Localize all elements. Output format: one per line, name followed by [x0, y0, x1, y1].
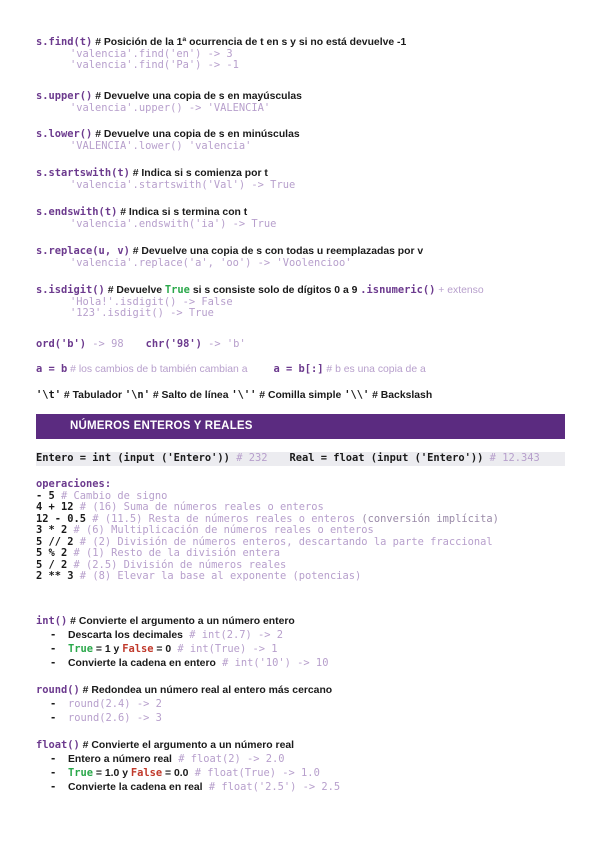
- replace-desc: # Devuelve una copia de s con todas u reemplazadas por v: [129, 246, 424, 257]
- find-example-1: 'valencia'.find('en') -> 3: [70, 47, 233, 60]
- section-title: NÚMEROS ENTEROS Y REALES: [70, 420, 253, 432]
- endswith-code: s.endswith(t): [36, 206, 118, 218]
- upper-desc: # Devuelve una copia de s en mayúsculas: [92, 91, 302, 102]
- bullet-text: = 1.0 y: [93, 767, 131, 779]
- op-code: 2 ** 3: [36, 570, 74, 582]
- round-fn-code: round(): [36, 684, 80, 696]
- op-code: 3 * 2: [36, 524, 68, 536]
- assign-code-1: a = b: [36, 363, 68, 375]
- endswith-desc: # Indica si s termina con t: [117, 207, 248, 218]
- endswith-section: [36, 207, 276, 230]
- assign-comment-2: # b es una copia de a: [323, 364, 426, 375]
- lower-desc: # Devuelve una copia de s en minúsculas: [92, 129, 300, 140]
- op-comment: # (1) Resto de la división entera: [67, 547, 280, 559]
- int-fn-desc: # Convierte el argumento a un número entero: [67, 616, 295, 627]
- upper-section: [36, 91, 302, 114]
- float-input-comment: # 12.343: [483, 452, 540, 464]
- op-comment: # Cambio de signo: [54, 489, 168, 502]
- bullet-comment: # float(2) -> 2.0: [171, 752, 285, 765]
- float-fn-code: float(): [36, 739, 80, 751]
- replace-section: [36, 246, 423, 269]
- startswith-section: [36, 168, 295, 191]
- isdigit-true-word: True: [164, 284, 190, 296]
- false-word: False: [130, 766, 163, 779]
- op-code: 5 // 2: [36, 535, 74, 548]
- upper-example: 'valencia'.upper() -> 'VALENCIA': [70, 101, 271, 114]
- ord-code: ord('b'): [36, 338, 87, 350]
- int-input-code: Entero = int (input ('Entero')): [36, 452, 230, 464]
- op-row: [36, 571, 499, 583]
- op-extra: (conversión implícita): [361, 512, 499, 525]
- false-word: False: [122, 642, 154, 655]
- assign-comment-1: # los cambios de b también cambian a: [67, 364, 248, 375]
- bullet-comment: # int(2.7) -> 2: [182, 628, 284, 641]
- tab-desc: # Tabulador: [61, 390, 125, 401]
- ord-chr-line: [36, 339, 246, 351]
- round-bullet-2: [50, 711, 332, 725]
- op-comment: # (6) Multiplicación de números reales o enteros: [67, 524, 374, 536]
- entry-line: [36, 453, 540, 465]
- isdigit-section: [36, 285, 484, 320]
- round-fn-desc: # Redondea un número real al entero más cercano: [79, 685, 333, 696]
- bullet-text: = 0: [153, 643, 172, 655]
- op-comment: # (2.5) División de números reales: [67, 558, 287, 571]
- isnumeric-code: .isnumeric(): [360, 284, 436, 296]
- float-fn-section: [36, 740, 340, 794]
- chr-code: chr('98'): [145, 338, 202, 350]
- int-fn-section: [36, 616, 328, 670]
- tab-code: '\t': [36, 389, 62, 401]
- startswith-example: 'valencia'.startswith('Val') -> True: [70, 178, 296, 191]
- bullet-comment: round(2.6) -> 3: [68, 711, 162, 724]
- escapes-line: [36, 390, 432, 402]
- newline-code: '\n': [124, 389, 150, 401]
- assign-code-2: a = b[:]: [273, 363, 324, 375]
- find-code: s.find(t): [36, 36, 93, 48]
- newline-desc: # Salto de línea: [149, 390, 232, 401]
- isdigit-desc-a: # Devuelve: [104, 285, 165, 296]
- bullet-comment: # float('2.5') -> 2.5: [202, 780, 341, 793]
- op-comment: # (11.5) Resta de números reales o enteros: [86, 512, 362, 525]
- lower-code: s.lower(): [36, 128, 93, 140]
- bullet-comment: # int('10') -> 10: [215, 656, 329, 669]
- startswith-desc: # Indica si s comienza por t: [129, 168, 268, 179]
- lower-example: 'VALENCIA'.lower() 'valencia': [70, 139, 252, 152]
- int-fn-code: int(): [36, 615, 68, 627]
- int-bullet-2: [50, 642, 328, 656]
- replace-example: 'valencia'.replace('a', 'oo') -> 'Voolencioo': [70, 256, 352, 269]
- float-bullet-2: [50, 766, 340, 780]
- op-comment: # (8) Elevar la base al exponente (potencias): [73, 570, 362, 582]
- op-code: 5 % 2: [36, 547, 68, 559]
- bullet-text: = 1 y: [93, 643, 123, 655]
- endswith-example: 'valencia'.endswith('ia') -> True: [70, 217, 277, 230]
- round-fn-section: [36, 685, 332, 725]
- isdigit-example-2: '123'.isdigit() -> True: [70, 307, 214, 319]
- bullet-text: Descarta los decimales: [68, 629, 183, 641]
- isdigit-example-1: 'Hola!'.isdigit() -> False: [70, 295, 233, 308]
- float-input-code: Real = float (input ('Entero')): [289, 452, 484, 464]
- ord-comment: -> 98: [86, 338, 124, 350]
- bullet-comment: # float(True) -> 1.0: [188, 766, 320, 779]
- bullet-text: Convierte la cadena en entero: [68, 657, 216, 669]
- int-bullet-1: [50, 628, 328, 642]
- op-code: 4 + 12: [36, 501, 74, 513]
- find-desc: # Posición de la 1ª ocurrencia de t en s y si no está devuelve -1: [92, 37, 407, 48]
- isdigit-code: s.isdigit(): [36, 284, 105, 296]
- quote-code: '\'': [231, 389, 257, 401]
- bullet-text: Convierte la cadena en real: [68, 781, 203, 793]
- bullet-text: Entero a número real: [68, 753, 172, 765]
- section-banner: [36, 414, 565, 439]
- float-bullet-1: [50, 752, 340, 766]
- chr-comment: -> 'b': [201, 338, 246, 350]
- assign-line: [36, 364, 426, 376]
- op-comment: # (16) Suma de números reales o enteros: [73, 501, 324, 513]
- op-code: - 5: [36, 489, 55, 502]
- replace-code: s.replace(u, v): [36, 245, 130, 257]
- lower-section: [36, 129, 300, 152]
- true-word: True: [68, 642, 94, 655]
- bullet-text: = 0.0: [162, 767, 189, 779]
- bullet-comment: # int(True) -> 1: [171, 642, 278, 655]
- int-input-comment: # 232: [229, 452, 268, 464]
- op-comment: # (2) División de números enteros, descartando la parte fraccional: [73, 535, 493, 548]
- int-bullet-3: [50, 656, 328, 670]
- operations-section: [36, 479, 499, 583]
- true-word: True: [68, 766, 94, 779]
- find-example-2: 'valencia'.find('Pa') -> -1: [70, 59, 239, 71]
- operations-heading: operaciones:: [36, 478, 112, 490]
- float-fn-desc: # Convierte el argumento a un número real: [79, 740, 295, 751]
- find-section: [36, 37, 406, 72]
- op-code: 12 - 0.5: [36, 512, 87, 525]
- round-bullet-1: [50, 697, 332, 711]
- op-code: 5 / 2: [36, 558, 68, 571]
- bullet-comment: round(2.4) -> 2: [68, 697, 162, 710]
- backslash-code: '\\': [344, 389, 370, 401]
- quote-desc: # Comilla simple: [256, 390, 345, 401]
- float-bullet-3: [50, 780, 340, 794]
- isnumeric-comment: + extenso: [435, 285, 484, 296]
- upper-code: s.upper(): [36, 90, 93, 102]
- isdigit-desc-b: si s consiste solo de dígitos 0 a 9: [189, 285, 361, 296]
- backslash-desc: # Backslash: [369, 390, 433, 401]
- startswith-code: s.startswith(t): [36, 167, 130, 179]
